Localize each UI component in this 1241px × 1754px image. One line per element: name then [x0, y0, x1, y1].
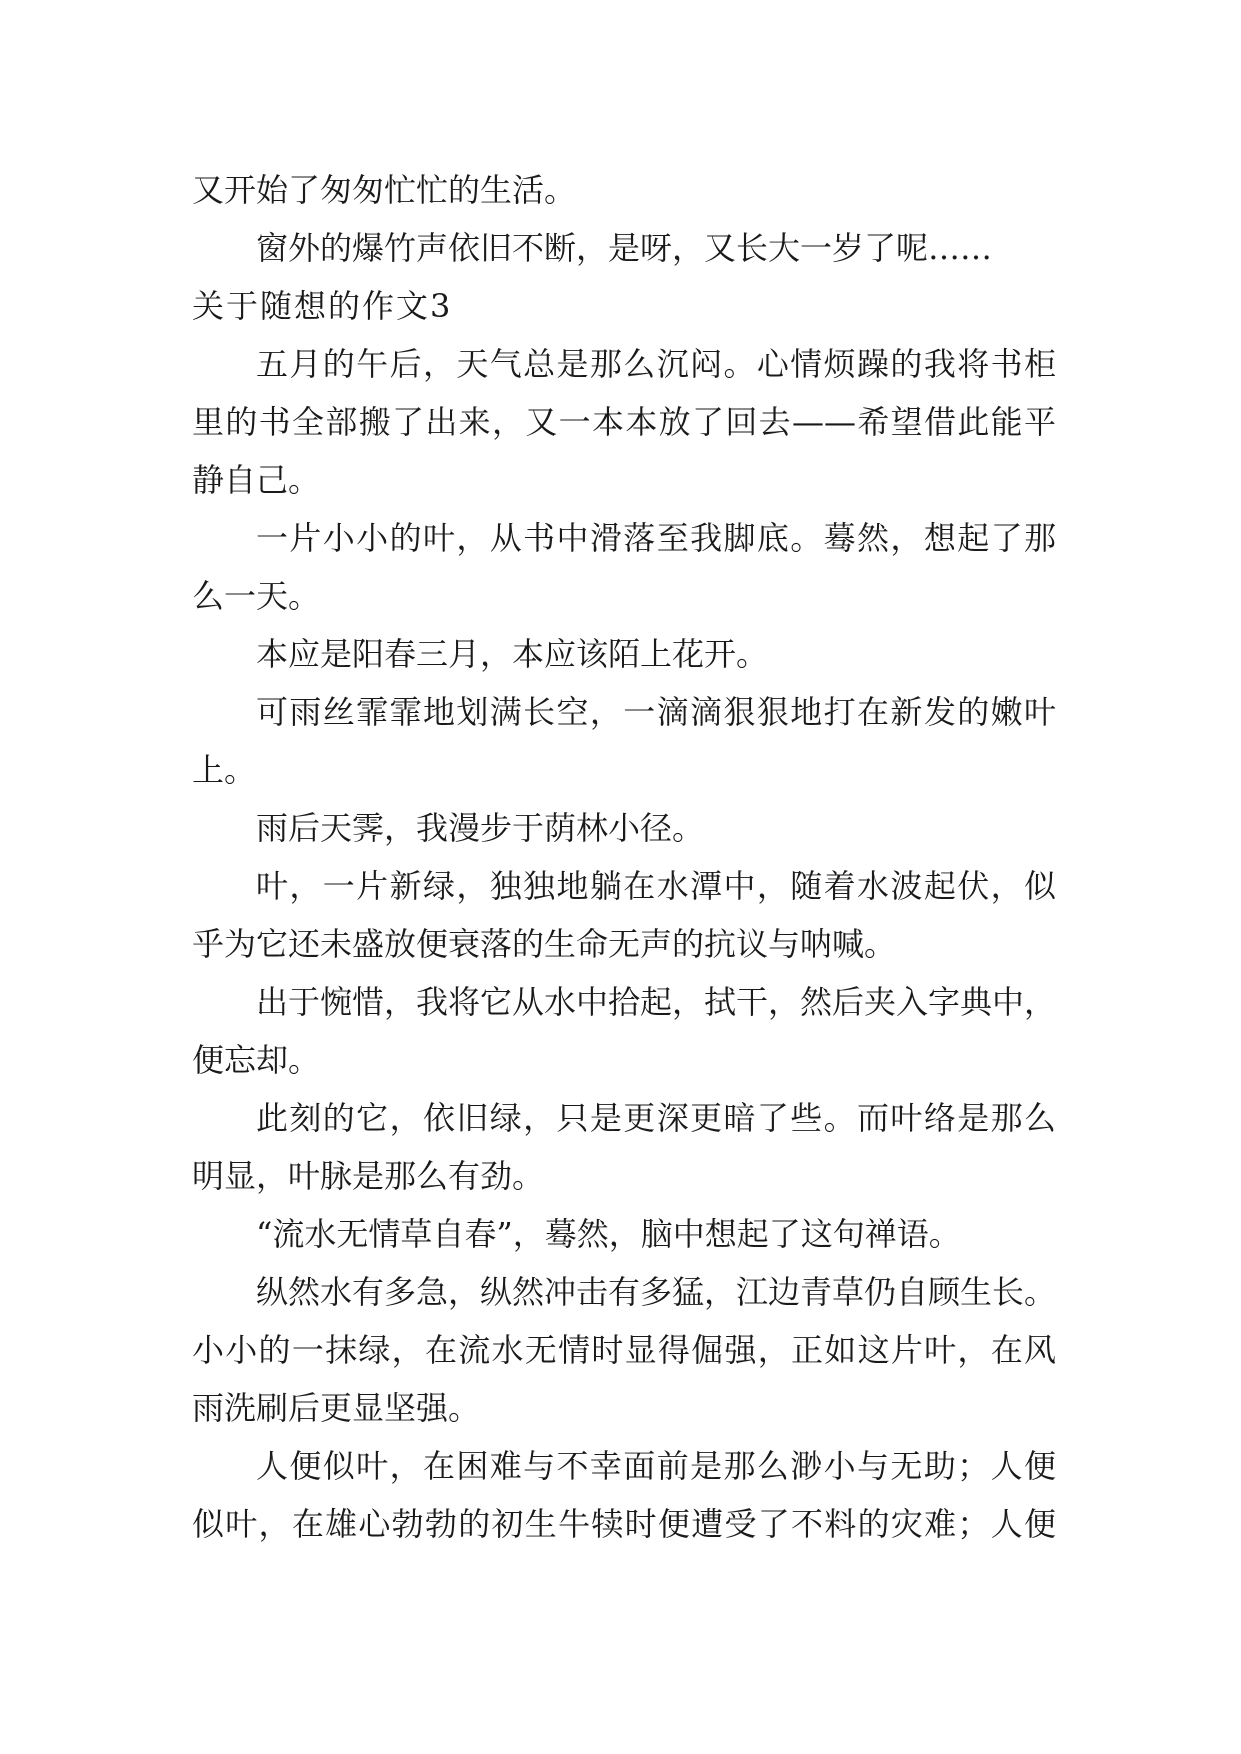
paragraph-line: “流水无情草自春”，蓦然，脑中想起了这句禅语。 — [256, 1215, 961, 1253]
paragraph-line: 上。 — [192, 751, 257, 789]
paragraph-line: 人便似叶，在困难与不幸面前是那么渺小与无助；人便 — [256, 1447, 1056, 1485]
paragraph-line: 似叶，在雄心勃勃的初生牛犊时便遭受了不料的灾难；人便 — [192, 1505, 1056, 1543]
paragraph-line: 叶，一片新绿，独独地躺在水潭中，随着水波起伏，似 — [256, 867, 1056, 905]
paragraph-line: 便忘却。 — [192, 1041, 321, 1079]
paragraph-line: 雨洗刷后更显坚强。 — [192, 1389, 481, 1427]
paragraph-line: 又开始了匆匆忙忙的生活。 — [192, 171, 577, 209]
paragraph-line: 乎为它还未盛放便衰落的生命无声的抗议与呐喊。 — [192, 925, 897, 963]
article-body — [192, 161, 1056, 1553]
paragraph-line: 可雨丝霏霏地划满长空，一滴滴狠狠地打在新发的嫩叶 — [256, 693, 1056, 731]
paragraph-line: 此刻的它，依旧绿，只是更深更暗了些。而叶络是那么 — [256, 1099, 1056, 1137]
paragraph-line: 静自己。 — [192, 461, 321, 499]
paragraph-line: 雨后天霁，我漫步于荫林小径。 — [256, 809, 705, 847]
section-heading: 关于随想的作文3 — [192, 287, 453, 325]
paragraph-line: 五月的午后，天气总是那么沉闷。心情烦躁的我将书柜 — [256, 345, 1056, 383]
paragraph-line: 小小的一抹绿，在流水无情时显得倔强，正如这片叶，在风 — [192, 1331, 1056, 1369]
paragraph-line: 窗外的爆竹声依旧不断，是呀，又长大一岁了呢…… — [256, 229, 993, 267]
paragraph-line: 纵然水有多急，纵然冲击有多猛，江边青草仍自顾生长。 — [256, 1273, 1056, 1311]
paragraph-line: 一片小小的叶，从书中滑落至我脚底。蓦然，想起了那 — [256, 519, 1056, 557]
paragraph-line: 明显，叶脉是那么有劲。 — [192, 1157, 545, 1195]
paragraph-line: 本应是阳春三月，本应该陌上花开。 — [256, 635, 769, 673]
paragraph-line: 出于惋惜，我将它从水中拾起，拭干，然后夹入字典中， — [256, 983, 1056, 1021]
paragraph-line: 里的书全部搬了出来，又一本本放了回去——希望借此能平 — [192, 403, 1056, 441]
paragraph-line: 么一天。 — [192, 577, 321, 615]
